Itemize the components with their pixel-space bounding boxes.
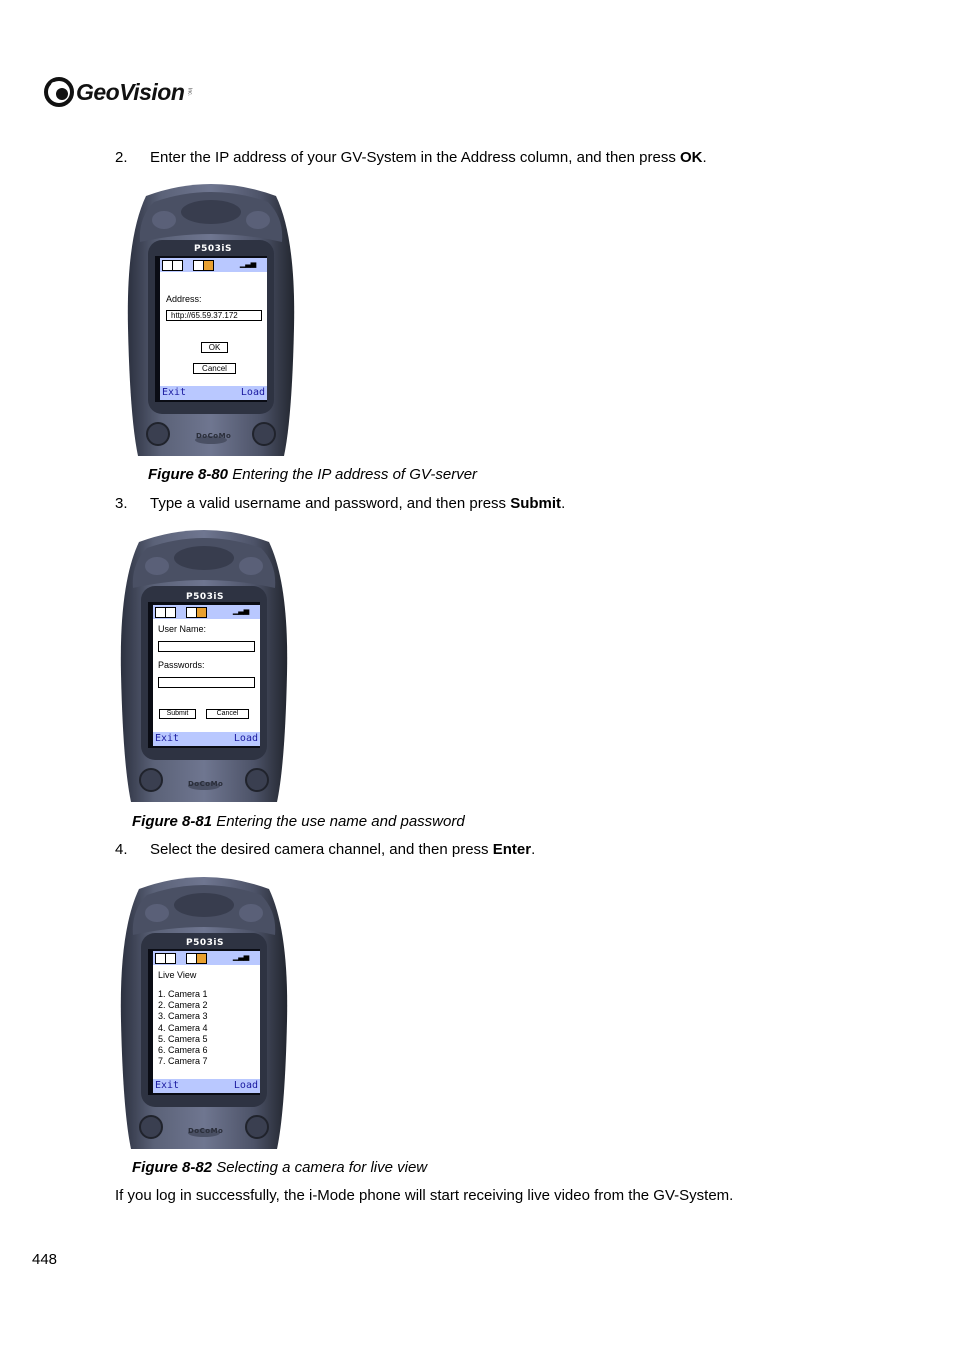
soft-key-left[interactable]: Exit [155, 1080, 180, 1091]
step-4 [115, 841, 815, 859]
phone-maker: DoCoMo [196, 432, 232, 440]
soft-key-bar [160, 386, 267, 400]
status-bar [160, 258, 267, 272]
phone-figure-8-81 [116, 524, 292, 802]
step-text: Enter the IP address of your GV-System in the Address column, and then press OK. [150, 149, 707, 166]
mode-icon [172, 260, 183, 271]
phone-figure-8-80 [124, 178, 298, 456]
signal-icon: ▁▃▅ [240, 261, 257, 268]
step-number: 2. [115, 149, 128, 166]
phone-screen [153, 605, 260, 746]
phone-figure-8-82 [116, 871, 292, 1149]
geovision-logo-icon [44, 77, 74, 107]
mode-icon [165, 953, 176, 964]
camera-item[interactable]: 7. Camera 7 [158, 1056, 208, 1067]
live-view-title: Live View [158, 970, 197, 980]
step-3 [115, 495, 815, 513]
cancel-button[interactable]: Cancel [193, 363, 236, 374]
soft-key-bar [153, 1079, 260, 1093]
soft-key-right[interactable]: Load [233, 1080, 258, 1091]
phone-brand: P503iS [194, 244, 232, 254]
camera-item[interactable]: 2. Camera 2 [158, 1000, 208, 1011]
phone-maker: DoCoMo [188, 780, 224, 788]
geovision-logo [44, 74, 192, 110]
camera-item[interactable]: 4. Camera 4 [158, 1022, 208, 1033]
message-icon [196, 953, 207, 964]
phone-brand: P503iS [186, 592, 224, 602]
camera-list [158, 989, 208, 1067]
phone-maker: DoCoMo [188, 1127, 224, 1135]
result-paragraph: If you log in successfully, the i-Mode phone will start receiving live video from the GV-System. [115, 1187, 734, 1204]
status-bar [153, 605, 260, 619]
figure-caption: Figure 8-80 Entering the IP address of GV-server [148, 466, 478, 483]
soft-key-right[interactable]: Load [240, 387, 265, 398]
logo-text: GeoVision [76, 78, 185, 105]
username-label: User Name: [158, 624, 207, 634]
phone-brand: P503iS [186, 938, 224, 948]
signal-icon: ▁▃▅ [233, 608, 250, 615]
submit-button[interactable]: Submit [159, 709, 196, 719]
phone-screen [160, 258, 267, 400]
cancel-button[interactable]: Cancel [206, 709, 249, 719]
signal-icon: ▁▃▅ [233, 954, 250, 961]
figure-caption: Figure 8-81 Entering the use name and password [132, 813, 465, 830]
soft-key-right[interactable]: Load [233, 733, 258, 744]
phone-screen [153, 951, 260, 1093]
figure-caption: Figure 8-82 Selecting a camera for live view [132, 1159, 428, 1176]
step-text: Type a valid username and password, and then press Submit. [150, 495, 566, 512]
password-label: Passwords: [158, 660, 205, 670]
address-input[interactable]: http://65.59.37.172 [166, 310, 262, 321]
step-number: 3. [115, 495, 128, 512]
status-bar [153, 951, 260, 965]
password-input[interactable] [158, 677, 255, 688]
soft-key-left[interactable]: Exit [155, 733, 180, 744]
step-2 [115, 149, 815, 167]
message-icon [196, 607, 207, 618]
camera-item[interactable]: 3. Camera 3 [158, 1011, 208, 1022]
step-text: Select the desired camera channel, and then press Enter. [150, 841, 536, 858]
soft-key-bar [153, 732, 260, 746]
camera-item[interactable]: 1. Camera 1 [158, 989, 208, 999]
page-number: 448 [32, 1251, 58, 1268]
step-number: 4. [115, 841, 128, 858]
ok-button[interactable]: OK [201, 342, 228, 353]
address-label: Address: [166, 294, 202, 304]
message-icon [203, 260, 214, 271]
camera-item[interactable]: 5. Camera 5 [158, 1033, 208, 1044]
username-input[interactable] [158, 641, 255, 652]
camera-item[interactable]: 6. Camera 6 [158, 1045, 208, 1056]
mode-icon [165, 607, 176, 618]
logo-suffix: Inc. [186, 87, 193, 97]
soft-key-left[interactable]: Exit [162, 387, 187, 398]
